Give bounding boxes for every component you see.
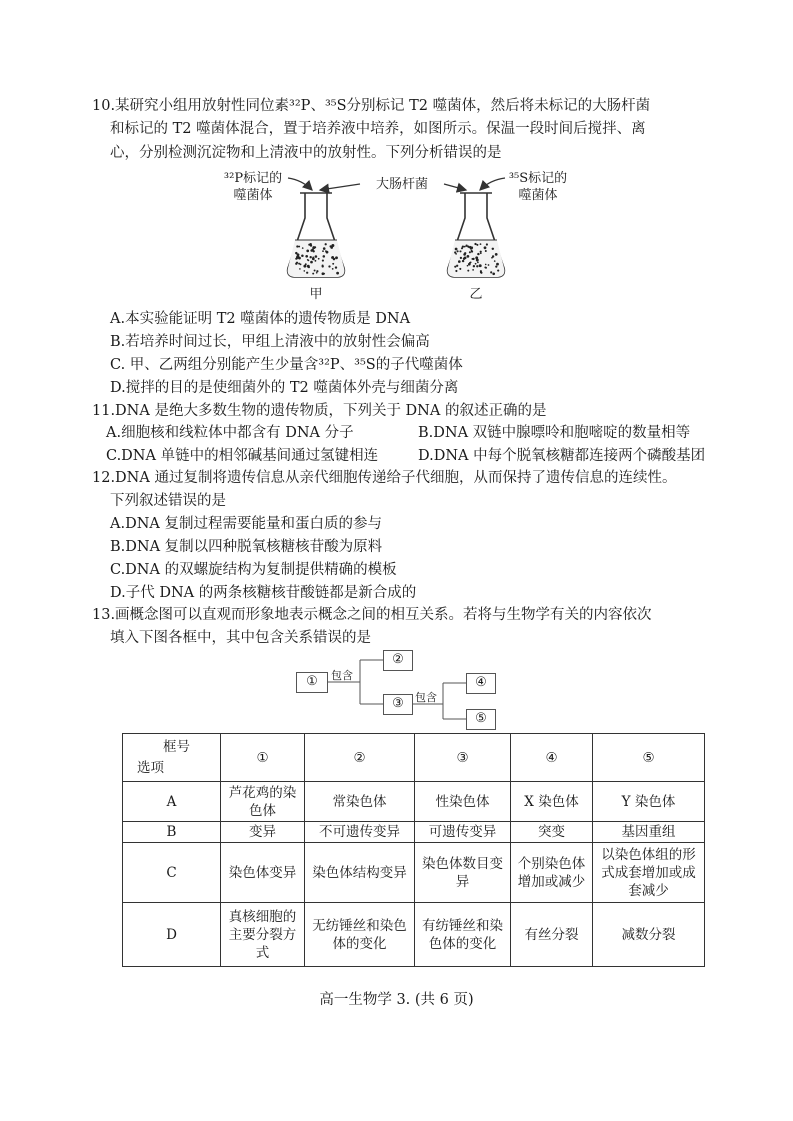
table-corner-cell [123, 734, 221, 782]
row-label: D [123, 903, 221, 967]
flask-b-dot [484, 266, 486, 268]
flask-a-dot [307, 265, 310, 268]
flask-a-dot [315, 255, 318, 258]
flask-b-dot [494, 260, 496, 262]
column-header: ① [221, 734, 305, 782]
concept-box-3: ③ [383, 694, 413, 715]
column-header: ⑤ [593, 734, 705, 782]
flask-a-dot [303, 270, 305, 272]
table-cell: 染色体变异 [221, 843, 305, 903]
flask-a-dot [306, 272, 308, 274]
flask-b-dot [454, 266, 456, 268]
flask-a-dot [323, 273, 325, 275]
flask-b-dot [472, 269, 474, 271]
flask-a-label: 甲 [309, 287, 323, 302]
right-label-2: 噬菌体 [518, 188, 558, 203]
row-label: A [123, 782, 221, 822]
flask-b-dot [476, 244, 478, 246]
flask-b-dot [455, 248, 458, 251]
flask-a-dot [301, 254, 304, 257]
q12-option-b: B.DNA 复制以四种脱氧核糖核苷酸为原料 [110, 539, 383, 555]
flask-b-dot [464, 246, 466, 248]
flask-b-dot [456, 265, 458, 267]
q12-option-d: D.子代 DNA 的两条核糖核苷酸链都是新合成的 [110, 585, 417, 601]
flask-b-dot [458, 260, 461, 263]
flask-a-dot [322, 260, 324, 262]
q10-stem-line-2: 和标记的 T2 噬菌体混合，置于培养液中培养，如图所示。保温一段时间后搅拌、离 [110, 121, 646, 137]
flask-b-dot [491, 257, 493, 259]
flask-b-dot [477, 262, 479, 264]
concept-lines [0, 0, 793, 200]
flask-a-dot [303, 265, 306, 268]
flask-a-dot [322, 265, 324, 267]
flask-b-dot [492, 248, 494, 250]
table-cell: 个别染色体增加或减少 [511, 843, 593, 903]
flask-b-dot [475, 256, 478, 259]
flask-b-dot [471, 250, 473, 252]
flask-b-dot [461, 247, 463, 249]
table-cell: 以染色体组的形式成套增加或成套减少 [593, 843, 705, 903]
q12-stem-line-1: 12.DNA 通过复制将遗传信息从亲代细胞传递给子代细胞，从而保持了遗传信息的连续性。 [92, 470, 677, 486]
concept-box-4: ④ [466, 673, 496, 694]
flask-a-dot [335, 266, 337, 268]
flask-a-dot [332, 263, 334, 265]
relation-label-1: 包含 [331, 669, 353, 682]
table-row [123, 782, 705, 822]
flask-b-dot [474, 243, 476, 245]
flask-a-dot [318, 258, 320, 260]
table-cell: 常染色体 [305, 782, 415, 822]
flask-b-dot [480, 251, 482, 253]
concept-box-1: ① [296, 672, 328, 693]
q10-option-b: B.若培养时间过长，甲组上清液中的放射性会偏高 [110, 334, 430, 350]
table-cell: 减数分裂 [593, 903, 705, 967]
table-cell: 突变 [511, 822, 593, 843]
right-label-1: ³⁵S标记的 [508, 171, 568, 186]
table-cell: 染色体数目变异 [415, 843, 511, 903]
flask-b-dot [468, 247, 470, 249]
flask-a-dot [335, 256, 338, 259]
left-label-1: ³²P标记的 [223, 171, 283, 186]
flask-a-dot [295, 252, 297, 254]
q10-option-a: A.本实验能证明 T2 噬菌体的遗传物质是 DNA [110, 311, 411, 327]
column-header: ② [305, 734, 415, 782]
flask-b-dot [473, 265, 475, 267]
flask-b-dot [459, 250, 461, 252]
flask-b-label: 乙 [469, 287, 483, 302]
flask-b-dot [472, 258, 474, 260]
table-cell: 不可遗传变异 [305, 822, 415, 843]
flask-b-dot [462, 260, 464, 262]
flask-b-dot [495, 253, 498, 256]
flask-a-dot [310, 261, 313, 264]
q10-stem-line-1: 10.某研究小组用放射性同位素³²P、³⁵S分别标记 T2 噬菌体，然后将未标记的大肠杆菌 [92, 98, 651, 114]
flask-b-dot [480, 272, 482, 274]
flask-b-dot [454, 251, 456, 253]
flask-a-dot [296, 262, 298, 264]
table-cell: 有丝分裂 [511, 903, 593, 967]
q10-option-d: D.搅拌的目的是使细菌外的 T2 噬菌体外壳与细菌分离 [110, 380, 459, 396]
table-row [123, 903, 705, 967]
flask-b-dot [495, 265, 497, 267]
column-header: ④ [511, 734, 593, 782]
flask-a-dot [322, 250, 324, 252]
flask-b-dot [497, 270, 499, 272]
flask-a-dot [310, 249, 313, 252]
flask-b-dot [468, 263, 471, 266]
flask-a-dot [310, 256, 312, 258]
flask-b-dot [476, 265, 478, 267]
flask-b-dot [490, 271, 492, 273]
flask-b-dot [485, 264, 487, 266]
table-row [123, 822, 705, 843]
flask-b-dot [467, 265, 469, 267]
header-box-number: 框号 [163, 739, 190, 755]
flask-b-dot [488, 264, 490, 266]
concept-box-2: ② [383, 650, 413, 671]
flask-a-dot [316, 272, 318, 274]
flask-b-dot [467, 255, 470, 258]
q11-option-c: C.DNA 单链中的相邻碱基间通过氢键相连 [106, 448, 379, 464]
q10-option-c: C. 甲、乙两组分别能产生少量含³²P、³⁵S的子代噬菌体 [110, 357, 463, 373]
flask-a-dot [302, 247, 304, 249]
q11-option-d: D.DNA 中每个脱氧核糖都连接两个磷酸基团 [418, 448, 706, 464]
flask-a-dot [306, 250, 309, 253]
table-cell: X 染色体 [511, 782, 593, 822]
q11-option-b: B.DNA 双链中腺嘌呤和胞嘧啶的数量相等 [418, 425, 691, 441]
flask-a-dot [316, 270, 318, 272]
flask-b-dot [496, 263, 499, 266]
q12-option-c: C.DNA 的双螺旋结构为复制提供精确的模板 [110, 562, 397, 578]
q10-stem-line-3: 心，分别检测沉淀物和上清液中的放射性。下列分析错误的是 [110, 145, 502, 161]
flask-b-dot [455, 270, 457, 272]
flask-a-dot [332, 268, 334, 270]
flask-a-dot [312, 273, 314, 275]
table-cell: 无纺锤丝和染色体的变化 [305, 903, 415, 967]
middle-label: 大肠杆菌 [375, 177, 428, 192]
flask-a-dot [296, 256, 299, 259]
flask-b-dot [457, 250, 459, 252]
flask-a-dot [336, 272, 339, 275]
table-cell: 变异 [221, 822, 305, 843]
column-header: ③ [415, 734, 511, 782]
q11-option-a: A.细胞核和线粒体中都含有 DNA 分子 [106, 425, 354, 441]
table-header-row [123, 734, 705, 782]
flask-b-dot [486, 243, 488, 245]
table-cell: 基因重组 [593, 822, 705, 843]
options-table [122, 733, 705, 967]
q13-stem-line-2: 填入下图各框中，其中包含关系错误的是 [110, 630, 371, 646]
flask-a-dot [314, 270, 316, 272]
relation-label-2: 包含 [415, 691, 437, 704]
header-option: 选项 [137, 760, 164, 776]
flask-a-dot [298, 246, 300, 248]
flask-a-dot [328, 265, 330, 267]
flask-a-dot [325, 243, 327, 245]
table-cell: 染色体结构变异 [305, 843, 415, 903]
page-footer: 高一生物学 3. (共 6 页) [319, 992, 474, 1008]
flask-a-dot [300, 263, 302, 265]
flask-a-dot [312, 257, 314, 259]
flask-b-dot [477, 253, 479, 255]
q13-stem-line-1: 13.画概念图可以直观而形象地表示概念之间的相互关系。若将与生物学有关的内容依次 [92, 607, 652, 623]
flask-a-dot [307, 259, 309, 261]
flask-b-dot [460, 257, 462, 259]
flask-a-dot [299, 268, 301, 270]
table-cell: 芦花鸡的染色体 [221, 782, 305, 822]
table-cell: 可遗传变异 [415, 822, 511, 843]
flask-b-dot [459, 268, 461, 270]
flask-a-dot [323, 247, 326, 250]
flask-b-dot [492, 272, 495, 275]
q12-option-a: A.DNA 复制过程需要能量和蛋白质的参与 [110, 516, 382, 532]
flask-a-dot [305, 255, 308, 258]
flask-b-dot [484, 246, 487, 249]
table-cell: Y 染色体 [593, 782, 705, 822]
flask-b-dot [479, 264, 482, 267]
flask-b-dot [464, 252, 466, 254]
flask-a-dot [310, 244, 312, 246]
table-cell: 性染色体 [415, 782, 511, 822]
flask-b-dot [465, 245, 467, 247]
flask-b-dot [464, 257, 467, 260]
flask-b-dot [480, 243, 482, 245]
q12-stem-line-2: 下列叙述错误的是 [110, 493, 226, 509]
flask-b-dot [485, 250, 487, 252]
table-row [123, 843, 705, 903]
row-label: B [123, 822, 221, 843]
flask-a-dot [331, 256, 334, 259]
flask-a-dot [326, 251, 329, 254]
flask-a-dot [314, 260, 316, 262]
flask-a-dot [323, 255, 326, 258]
flask-a-dot [330, 246, 333, 249]
q11-stem: 11.DNA 是绝大多数生物的遗传物质，下列关于 DNA 的叙述正确的是 [92, 403, 547, 419]
flask-b-dot [469, 251, 471, 253]
concept-box-5: ⑤ [466, 709, 496, 730]
flask-b-dot [467, 270, 469, 272]
row-label: C [123, 843, 221, 903]
table-cell: 有纺锤丝和染色体的变化 [415, 903, 511, 967]
left-label-2: 噬菌体 [233, 188, 273, 203]
table-cell: 真核细胞的主要分裂方式 [221, 903, 305, 967]
flask-a-dot [314, 246, 316, 248]
flask-a-dot [296, 245, 298, 247]
flask-b-dot [475, 263, 477, 265]
